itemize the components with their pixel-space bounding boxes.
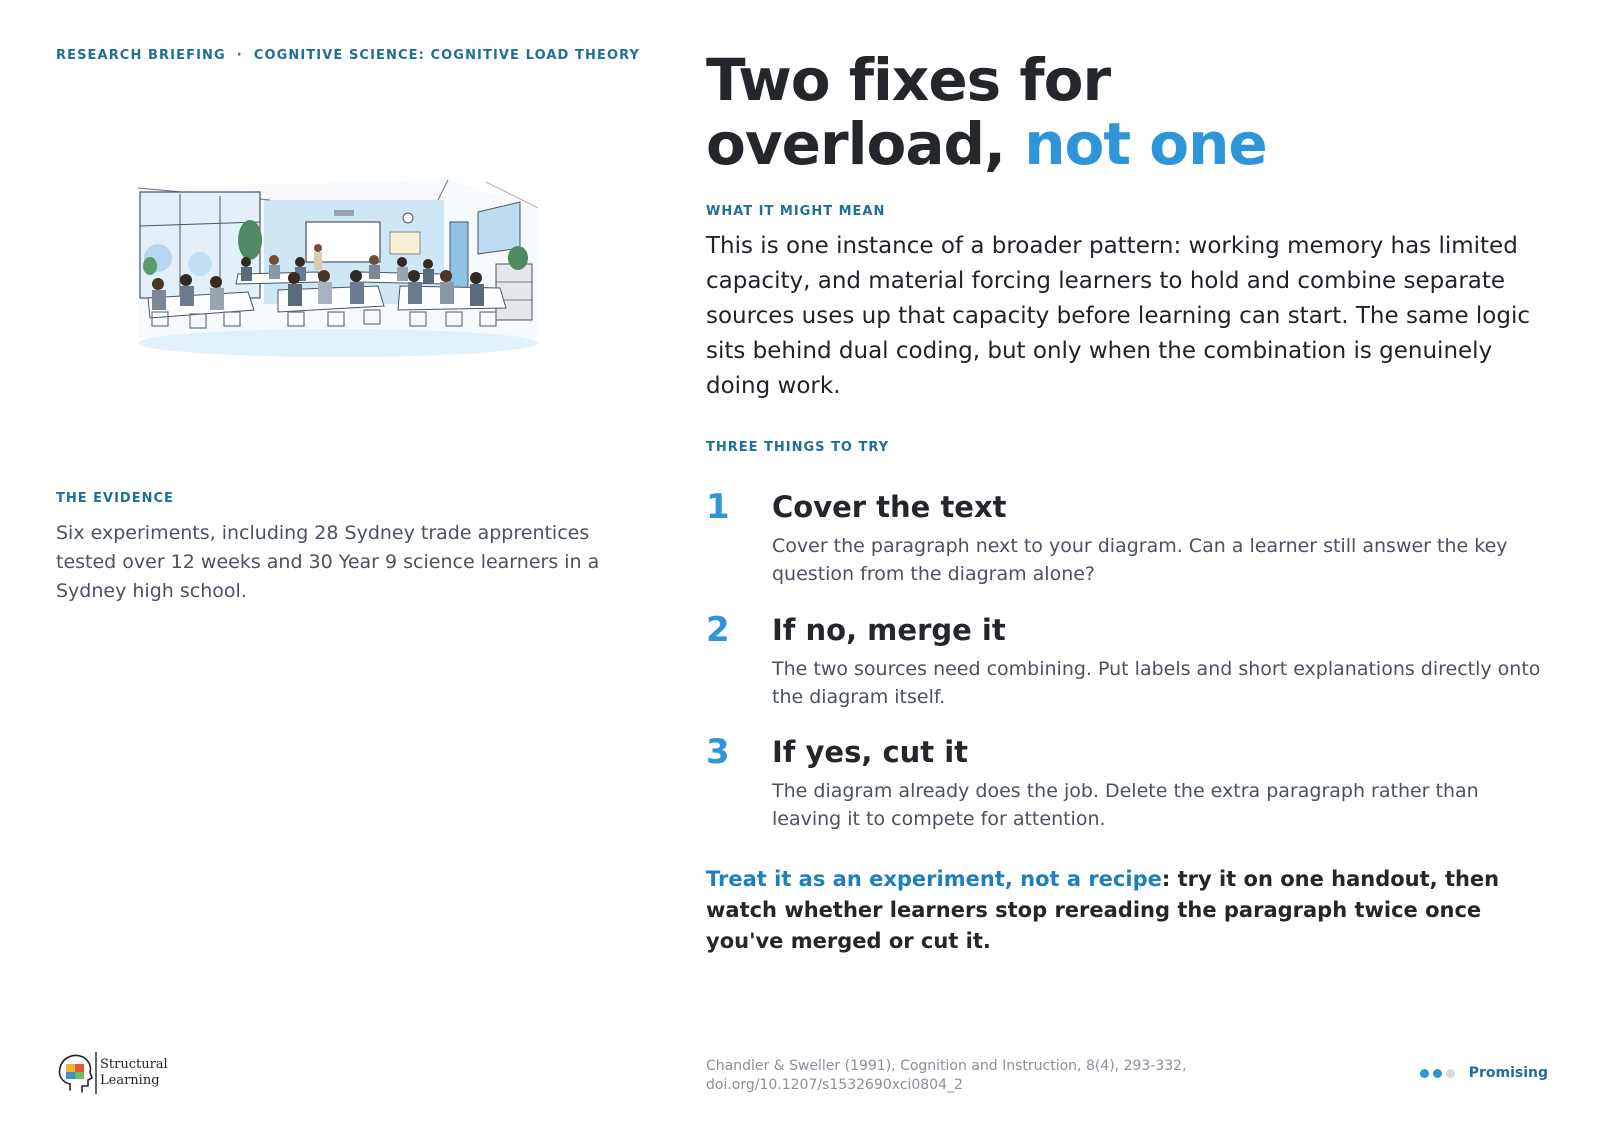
meaning-text: This is one instance of a broader pattern: working memory has limited capacity, and material forcing learners to hold and combine separate sources uses up that capacity before learning can start. The same logic sits behind dual coding, but only when the combination is genuinely doing work. [706, 233, 1531, 399]
evidence-label: THE EVIDENCE [56, 491, 174, 506]
kicker-separator: · [236, 48, 243, 63]
citation-line-1: Chandler & Sweller (1991), Cognition and Instruction, 8(4), 293-332, [706, 1058, 1187, 1074]
step-number: 3 [706, 732, 730, 772]
structural-learning-logo [56, 1050, 166, 1096]
step-title: Cover the text [772, 490, 1007, 524]
kicker-type: RESEARCH BRIEFING [56, 48, 226, 63]
title-line-2 [706, 112, 1267, 176]
try-label: THREE THINGS TO TRY [706, 440, 890, 455]
step-number: 2 [706, 610, 730, 650]
head-puzzle-icon [56, 1050, 98, 1096]
meaning-label: WHAT IT MIGHT MEAN [706, 204, 886, 219]
classroom-illustration [128, 178, 548, 363]
rating-dot-filled [1420, 1069, 1429, 1078]
step-description: The two sources need combining. Put labels and short explanations directly onto the diagram itself. [772, 658, 1541, 708]
step-description: The diagram already does the job. Delete the extra paragraph rather than leaving it to compete for attention. [772, 780, 1479, 830]
logo-line-2: Learning [100, 1073, 160, 1088]
logo-wordmark [100, 1057, 168, 1089]
page-title [706, 48, 1267, 176]
title-line-1: Two fixes for [706, 46, 1111, 114]
citation [706, 1057, 1226, 1095]
logo-line-1: Structural [100, 1057, 168, 1072]
title-plain: overload, [706, 110, 1025, 178]
title-accent: not one [1024, 110, 1267, 178]
step-number: 1 [706, 487, 730, 527]
closing-rest: : try it on one handout, then watch whether learners stop rereading the paragraph twice once you've merged or cut it. [706, 867, 1500, 953]
evidence-text: Six experiments, including 28 Sydney trade apprentices tested over 12 weeks and 30 Year 9 science learners in a Sydney high school. [56, 522, 600, 602]
evidence-rating [1420, 1065, 1548, 1081]
citation-doi: doi.org/10.1207/s1532690xci0804_2 [706, 1077, 963, 1093]
step-title: If yes, cut it [772, 735, 969, 769]
rating-dot-filled [1433, 1069, 1442, 1078]
briefing-kicker [56, 48, 640, 63]
rating-label: Promising [1468, 1065, 1548, 1081]
closing-note [706, 864, 1554, 957]
rating-dot-empty [1446, 1069, 1455, 1078]
kicker-topic: COGNITIVE SCIENCE: COGNITIVE LOAD THEORY [253, 48, 641, 63]
step-description: Cover the paragraph next to your diagram. Can a learner still answer the key question from the diagram alone? [772, 535, 1508, 585]
step-title: If no, merge it [772, 613, 1006, 647]
closing-lead: Treat it as an experiment, not a recipe [706, 867, 1162, 891]
